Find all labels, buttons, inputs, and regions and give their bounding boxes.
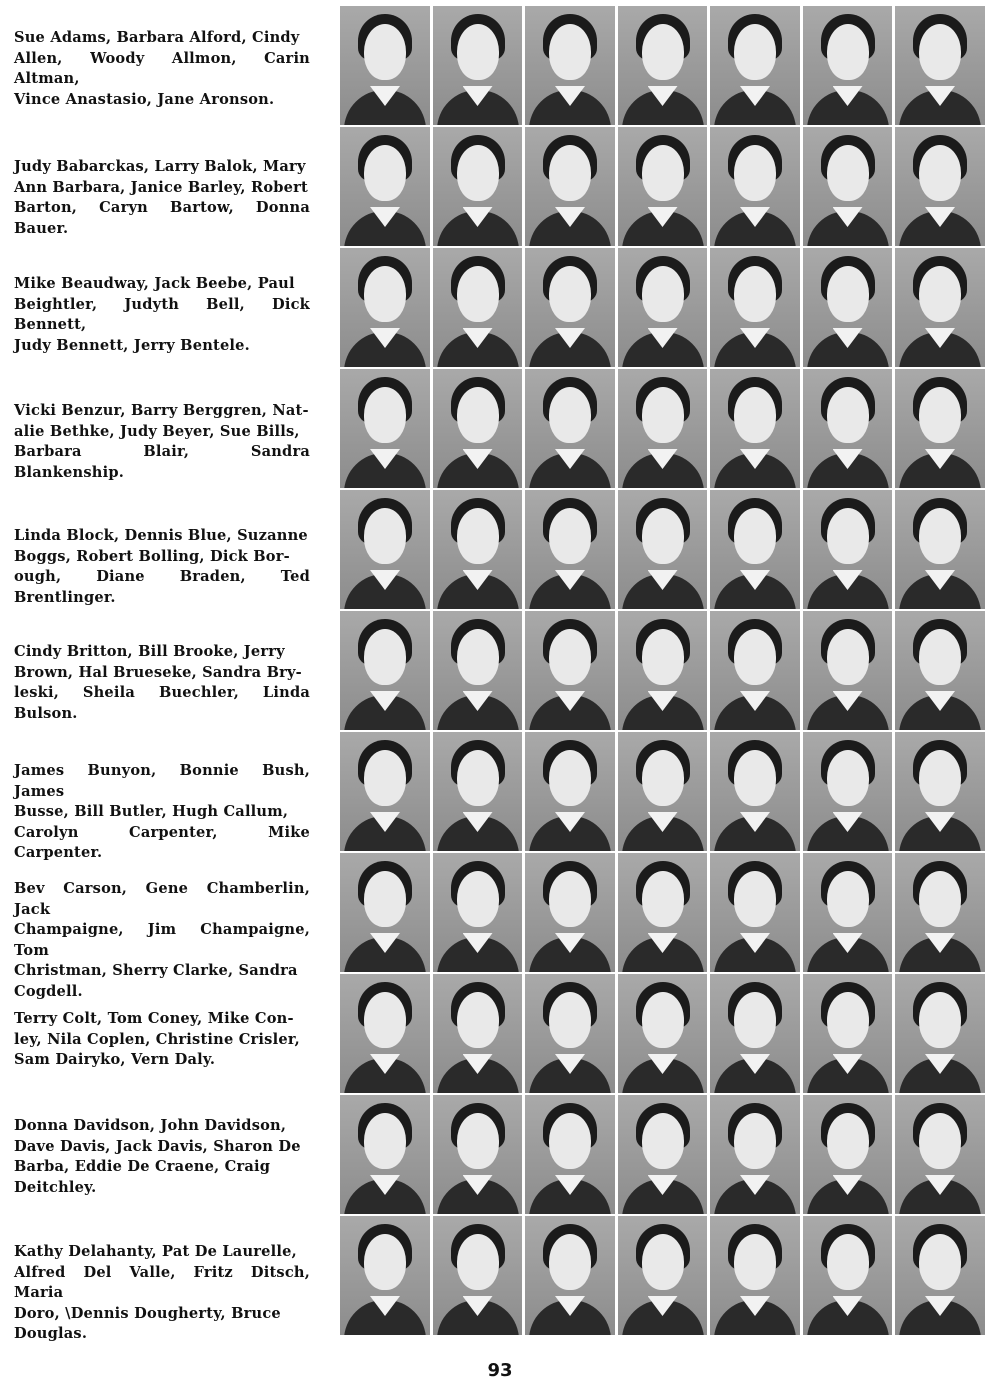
portrait-face [549,1113,591,1169]
portrait-face [549,871,591,927]
portrait-face [919,24,961,80]
portrait-face [827,1113,869,1169]
portrait-face [734,871,776,927]
names-caption [14,274,310,356]
row-10 [0,1095,1000,1216]
student-portrait [618,611,708,730]
portrait-face [827,508,869,564]
row-7 [0,732,1000,861]
student-portrait [618,1095,708,1214]
caption-line: Barbara Blair, Sandra Blankenship. [14,443,310,481]
portrait-face [457,145,499,201]
portrait-face [919,750,961,806]
portrait-face [919,508,961,564]
student-portrait [618,974,708,1093]
student-portrait [433,1216,523,1335]
portrait-face [827,992,869,1048]
portrait-face [549,750,591,806]
row-1 [0,6,1000,127]
student-portrait [895,732,985,851]
caption-line: Douglas. [14,1325,88,1342]
portrait-face [642,24,684,80]
student-portrait [433,974,523,1093]
student-portrait [803,974,893,1093]
student-portrait [710,853,800,972]
student-portrait [895,611,985,730]
caption-line: Barton, Caryn Bartow, Donna Bauer. [14,199,310,237]
caption-line: Sam Dairyko, Vern Daly. [14,1051,216,1068]
student-portrait [340,1216,430,1335]
portrait-face [827,24,869,80]
caption-line: Beightler, Judyth Bell, Dick Bennett, [14,295,310,333]
student-portrait [895,974,985,1093]
caption-line: Judy Bennett, Jerry Bentele. [14,336,250,354]
portrait-face [919,266,961,322]
student-portrait [618,1216,708,1335]
caption-line: Kathy Delahanty, Pat De Laurelle, [14,1243,297,1260]
portrait-face [457,24,499,80]
student-portrait [433,853,523,972]
student-portrait [525,1095,615,1214]
portrait-face [364,1234,406,1290]
caption-line: ough, Diane Braden, Ted Brentlinger. [14,568,310,606]
portrait-face [457,266,499,322]
names-caption [14,1009,310,1071]
portrait-face [549,629,591,685]
row-9 [0,974,1000,1095]
portrait-face [549,508,591,564]
portrait-face [549,145,591,201]
portrait-face [642,145,684,201]
student-portrait [710,1095,800,1214]
student-portrait [525,490,615,609]
caption-line: Linda Block, Dennis Blue, Suzanne [14,527,308,544]
portrait-face [827,1234,869,1290]
student-portrait [803,127,893,246]
student-portrait [433,248,523,367]
student-portrait [433,1095,523,1214]
names-caption [14,642,310,724]
caption-line: Ann Barbara, Janice Barley, Robert [14,178,308,196]
names-caption [14,1116,310,1198]
student-portrait [803,490,893,609]
student-portrait [340,853,430,972]
portrait-face [734,266,776,322]
student-portrait [525,6,615,125]
student-portrait [895,369,985,488]
caption-line: ley, Nila Coplen, Christine Crisler, [14,1030,300,1048]
student-portrait [895,490,985,609]
student-portrait [433,127,523,246]
portrait-face [457,387,499,443]
student-portrait [710,974,800,1093]
caption-line: Bev Carson, Gene Chamberlin, Jack [14,880,310,918]
caption-line: James Bunyon, Bonnie Bush, James [14,762,310,800]
portrait-face [827,629,869,685]
portrait-face [364,508,406,564]
student-portrait [525,1216,615,1335]
student-portrait [340,248,430,367]
student-portrait [433,611,523,730]
student-portrait [618,369,708,488]
photo-strip [340,611,988,730]
caption-line: Cogdell. [14,982,83,1000]
portrait-face [734,629,776,685]
portrait-face [642,1113,684,1169]
portrait-face [919,387,961,443]
student-portrait [710,1216,800,1335]
portrait-face [919,629,961,685]
page-number: 93 [487,1360,513,1381]
row-3 [0,248,1000,369]
caption-line: Vicki Benzur, Barry Berggren, Nat- [14,402,309,419]
portrait-face [364,871,406,927]
portrait-face [919,992,961,1048]
portrait-face [549,1234,591,1290]
portrait-face [364,992,406,1048]
student-portrait [710,732,800,851]
caption-line: Mike Beaudway, Jack Beebe, Paul [14,275,295,292]
student-portrait [618,853,708,972]
student-portrait [895,248,985,367]
caption-line: Sue Adams, Barbara Alford, Cindy [14,29,300,46]
student-portrait [803,1095,893,1214]
portrait-face [364,1113,406,1169]
portrait-face [827,387,869,443]
photo-strip [340,490,988,609]
student-portrait [895,127,985,246]
student-portrait [340,127,430,246]
portrait-face [642,992,684,1048]
photo-strip [340,853,988,972]
portrait-face [642,871,684,927]
student-portrait [525,732,615,851]
student-portrait [618,248,708,367]
student-portrait [710,127,800,246]
portrait-face [642,1234,684,1290]
portrait-face [549,24,591,80]
portrait-face [457,1234,499,1290]
names-caption [14,28,310,110]
caption-line: Champaigne, Jim Champaigne, Tom [14,921,310,959]
student-portrait [340,6,430,125]
portrait-face [919,871,961,927]
portrait-face [642,750,684,806]
portrait-face [549,992,591,1048]
student-portrait [803,248,893,367]
student-portrait [710,6,800,125]
photo-strip [340,732,988,851]
student-portrait [525,369,615,488]
student-portrait [895,6,985,125]
names-caption [14,526,310,608]
student-portrait [618,6,708,125]
row-4 [0,369,1000,490]
student-portrait [710,490,800,609]
row-8 [0,853,1000,1000]
names-caption [14,157,310,239]
student-portrait [340,974,430,1093]
caption-line: Doro, \Dennis Dougherty, Bruce [14,1304,281,1322]
caption-line: Donna Davidson, John Davidson, [14,1117,287,1134]
portrait-face [734,992,776,1048]
student-portrait [618,490,708,609]
caption-line: Vince Anastasio, Jane Aronson. [14,90,275,108]
portrait-face [734,750,776,806]
portrait-face [827,145,869,201]
row-5 [0,490,1000,611]
names-caption [14,1242,310,1345]
portrait-face [734,1113,776,1169]
student-portrait [525,974,615,1093]
portrait-face [827,266,869,322]
student-portrait [803,1216,893,1335]
student-portrait [803,6,893,125]
caption-line: Brown, Hal Brueseke, Sandra Bry- [14,663,302,681]
portrait-face [919,145,961,201]
portrait-face [457,1113,499,1169]
portrait-face [457,508,499,564]
row-2 [0,127,1000,248]
portrait-face [457,750,499,806]
caption-line: Terry Colt, Tom Coney, Mike Con- [14,1010,294,1027]
caption-line: Busse, Bill Butler, Hugh Callum, [14,803,289,820]
portrait-face [642,387,684,443]
student-portrait [710,611,800,730]
portrait-face [364,24,406,80]
student-portrait [433,732,523,851]
portrait-face [734,1234,776,1290]
portrait-face [642,508,684,564]
student-portrait [340,732,430,851]
yearbook-rows [0,6,1000,1342]
portrait-face [642,266,684,322]
caption-line: leski, Sheila Buechler, Linda Bulson. [14,684,310,722]
photo-strip [340,6,988,125]
photo-strip [340,248,988,367]
student-portrait [340,611,430,730]
student-portrait [803,369,893,488]
student-portrait [525,127,615,246]
photo-strip [340,127,988,246]
portrait-face [457,992,499,1048]
student-portrait [803,611,893,730]
caption-line: Carolyn Carpenter, Mike Carpenter. [14,823,310,861]
student-portrait [433,490,523,609]
portrait-face [457,871,499,927]
student-portrait [525,853,615,972]
row-11 [0,1216,1000,1342]
student-portrait [618,732,708,851]
caption-line: Allen, Woody Allmon, Carin Altman, [14,49,310,87]
portrait-face [827,750,869,806]
portrait-face [642,629,684,685]
student-portrait [895,853,985,972]
portrait-face [364,387,406,443]
student-portrait [525,611,615,730]
portrait-face [734,508,776,564]
portrait-face [734,145,776,201]
student-portrait [895,1095,985,1214]
caption-line: alie Bethke, Judy Beyer, Sue Bills, [14,422,300,440]
portrait-face [364,629,406,685]
portrait-face [734,24,776,80]
portrait-face [364,145,406,201]
student-portrait [340,369,430,488]
student-portrait [803,853,893,972]
portrait-face [549,266,591,322]
student-portrait [710,248,800,367]
caption-line: Cindy Britton, Bill Brooke, Jerry [14,643,285,660]
row-6 [0,611,1000,732]
caption-line: Judy Babarckas, Larry Balok, Mary [14,158,306,175]
student-portrait [340,1095,430,1214]
portrait-face [364,750,406,806]
caption-line: Dave Davis, Jack Davis, Sharon De [14,1137,301,1155]
names-caption [14,401,310,483]
caption-line: Barba, Eddie De Craene, Craig [14,1158,271,1175]
photo-strip [340,974,988,1093]
caption-line: Christman, Sherry Clarke, Sandra [14,962,298,979]
student-portrait [340,490,430,609]
caption-line: Boggs, Robert Bolling, Dick Bor- [14,547,290,565]
student-portrait [525,248,615,367]
caption-line: Deitchley. [14,1178,97,1196]
student-portrait [895,1216,985,1335]
photo-strip [340,1216,988,1335]
portrait-face [919,1234,961,1290]
student-portrait [433,6,523,125]
portrait-face [457,629,499,685]
portrait-face [919,1113,961,1169]
student-portrait [433,369,523,488]
portrait-face [827,871,869,927]
portrait-face [364,266,406,322]
names-caption [14,761,310,864]
portrait-face [549,387,591,443]
portrait-face [734,387,776,443]
student-portrait [803,732,893,851]
caption-line: Alfred Del Valle, Fritz Ditsch, Maria [14,1263,310,1301]
photo-strip [340,369,988,488]
student-portrait [710,369,800,488]
photo-strip [340,1095,988,1214]
student-portrait [618,127,708,246]
